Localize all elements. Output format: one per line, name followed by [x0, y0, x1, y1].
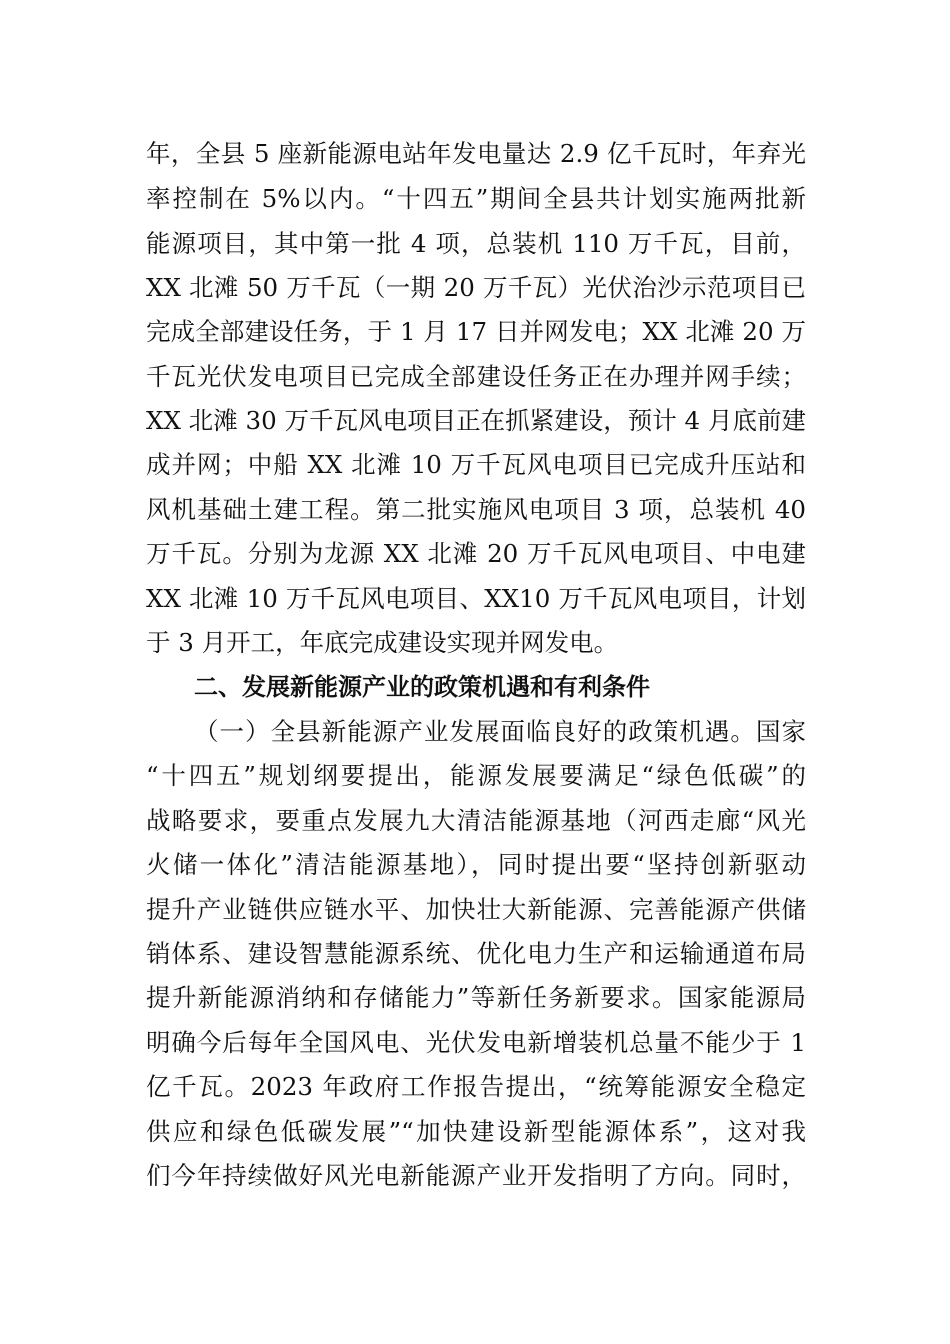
paragraph-2-line: “十四五”规划纲要提出，能源发展要满足“绿色低碳”的: [146, 761, 806, 790]
paragraph-2-line: （一）全县新能源产业发展面临良好的政策机遇。国家: [194, 717, 806, 746]
paragraph-1-line: 风机基础土建工程。第二批实施风电项目 3 项，总装机 40: [146, 495, 806, 524]
paragraph-2-line: 销体系、建设智慧能源系统、优化电力生产和运输通道布局: [146, 939, 806, 968]
paragraph-2-line: 们今年持续做好风光电新能源产业开发指明了方向。同时，: [146, 1161, 806, 1190]
paragraph-2-line: 提升新能源消纳和存储能力”等新任务新要求。国家能源局: [146, 983, 806, 1012]
paragraph-1-line: XX 北滩 30 万千瓦风电项目正在抓紧建设，预计 4 月底前建: [146, 406, 806, 435]
paragraph-2-line: 亿千瓦。2023 年政府工作报告提出，“统筹能源安全稳定: [146, 1072, 806, 1101]
paragraph-1-line: 于 3 月开工，年底完成建设实现并网发电。: [146, 628, 619, 657]
section-heading: 二、发展新能源产业的政策机遇和有利条件: [194, 673, 650, 701]
paragraph-1-line: XX 北滩 50 万千瓦（一期 20 万千瓦）光伏治沙示范项目已: [146, 273, 806, 302]
paragraph-1-line: XX 北滩 10 万千瓦风电项目、XX10 万千瓦风电项目，计划: [146, 584, 806, 613]
paragraph-1-line: 率控制在 5%以内。“十四五”期间全县共计划实施两批新: [146, 184, 806, 213]
paragraph-1-line: 能源项目，其中第一批 4 项，总装机 110 万千瓦，目前，: [146, 229, 806, 258]
paragraph-1-line: 成并网；中船 XX 北滩 10 万千瓦风电项目已完成升压站和: [146, 450, 806, 479]
paragraph-1-line: 万千瓦。分别为龙源 XX 北滩 20 万千瓦风电项目、中电建: [146, 539, 806, 568]
paragraph-1-line: 千瓦光伏发电项目已完成全部建设任务正在办理并网手续；: [146, 362, 806, 391]
paragraph-2-line: 火储一体化”清洁能源基地），同时提出要“坚持创新驱动: [146, 850, 806, 879]
paragraph-2-line: 明确今后每年全国风电、光伏发电新增装机总量不能少于 1: [146, 1028, 806, 1057]
paragraph-2-line: 提升产业链供应链水平、加快壮大新能源、完善能源产供储: [146, 895, 806, 924]
paragraph-2-line: 战略要求，要重点发展九大清洁能源基地（河西走廊“风光: [146, 806, 806, 835]
paragraph-1-line: 年，全县 5 座新能源电站年发电量达 2.9 亿千瓦时，年弃光: [146, 139, 806, 168]
paragraph-1-line: 完成全部建设任务，于 1 月 17 日并网发电；XX 北滩 20 万: [146, 317, 806, 346]
paragraph-2-line: 供应和绿色低碳发展”“加快建设新型能源体系”，这对我: [146, 1117, 806, 1146]
